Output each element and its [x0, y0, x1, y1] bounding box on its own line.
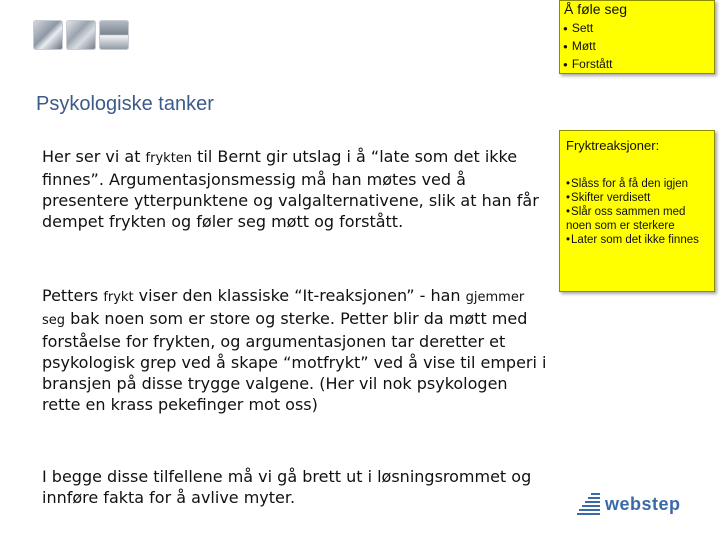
text-run-small: frykt: [103, 290, 134, 305]
text-run: viser den klassiske “It-reaksjonen” - han: [133, 286, 466, 305]
paragraph-petter: [42, 285, 547, 415]
brand-name: webstep: [605, 493, 681, 514]
webstep-mark-icon: [577, 491, 601, 517]
paragraph-conclusion: I begge disse tilfellene må vi gå brett ut i løsningsrommet og innføre fakta for å avlive myter.: [42, 467, 532, 507]
note-list: [566, 177, 712, 247]
note-item: • Skifter verdisett: [566, 191, 712, 205]
note-list: [563, 20, 613, 74]
text-run: bak noen som er store og sterke. Petter blir da møtt med forståelse for frykten, og argumentasjonen tar deretter et psykologisk grep ved å skape “motfrykt” ved å vise til emperi i bransjen på disse trygge valgene. (Her vil nok psykologen rette en krass pekefinger mot oss): [42, 309, 547, 414]
note-item: ● Sett: [563, 20, 613, 38]
note-item: ● Møtt: [563, 38, 613, 56]
slide-title: Psykologiske tanker: [36, 93, 214, 115]
logo-tile-icon: [66, 20, 96, 50]
text-run: Petters: [42, 286, 104, 305]
webstep-logo: [577, 491, 681, 517]
note-item: • Slåss for å få den igjen: [566, 177, 712, 191]
text-run-small: gjemmer seg: [42, 290, 525, 328]
note-item: • Later som det ikke finnes: [566, 233, 712, 247]
sticky-note-feelings: [559, 0, 715, 74]
note-title: Å føle seg: [564, 1, 628, 17]
note-item: • Slår oss sammen med noen som er sterkere: [566, 205, 712, 233]
text-run: Her ser vi at: [42, 147, 146, 166]
logo-tile-icon: [99, 20, 129, 50]
note-title: Fryktreaksjoner:: [566, 138, 660, 153]
note-item: ● Forstått: [563, 56, 613, 74]
logo-tile-icon: [33, 20, 63, 50]
sticky-note-fear-reactions: [559, 130, 715, 292]
text-run-small: frykten: [145, 151, 193, 166]
paragraph-bernt: [42, 146, 547, 232]
header-logo-tiles: [33, 20, 129, 50]
text-run: til Bernt gir utslag i å “late som det ikke finnes”. Argumentasjonsmessig må han møtes ved å presentere ytterpunktene og valgalternativene, slik at han får dempet frykten og føler seg møtt og forstått.: [42, 147, 539, 231]
